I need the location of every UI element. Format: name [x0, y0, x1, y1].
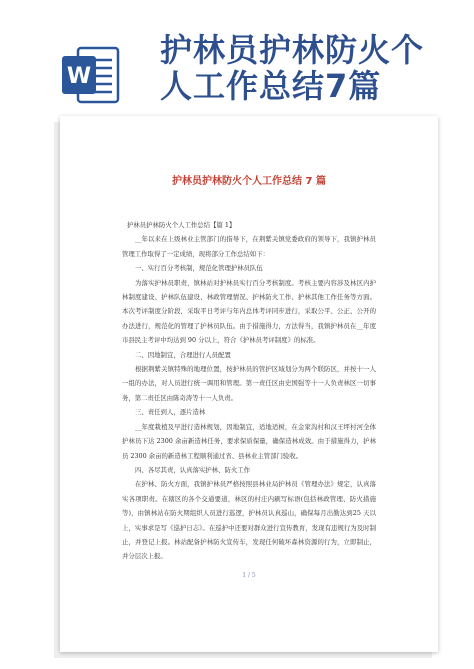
document-body	[122, 218, 376, 564]
word-document-icon	[60, 44, 122, 106]
banner-title-line-1: 护林员护林防火个	[160, 31, 425, 69]
body-paragraph: 一、实行百分考核制，规范化管理护林员队伍	[135, 264, 263, 273]
body-paragraph: __年度栽植及早进行造林规划，因地制宜，适地适树，在金家沟村和汉王坪村河全体护林员下达 2300 余亩新造林任务，要求保质保量，确保造林成效。由于措施得力，护林员 2300 余亩的新造林工程顺利通过省、县林业主管部门验收。	[122, 422, 376, 460]
body-paragraph: __年以来在上级林业主管部门的指导下，在荆紫关镇党委政府的领导下，我镇护林员管理工作取得了一定成绩，现将部分工作总结如下：	[122, 235, 376, 258]
document-page	[60, 116, 438, 652]
body-paragraph: 二、因地制宜，合理进行人员配置	[135, 350, 231, 359]
body-paragraph: 根据荆紫关镇特殊的地理位置，按护林员的管护区域划分为两个联防区，并按十一人一组的办法，对人员进行统一调用和管理。第一责任区由史国强等十一人负责林区一切事务，第二责任区由陈奇涛等十一人负责。	[122, 365, 376, 402]
page-number: 1 / 5	[242, 572, 256, 579]
banner-title	[160, 32, 460, 104]
body-paragraph: 三、责任到人，逐片造林	[135, 408, 206, 417]
banner-title-line-2: 人工作总结7篇	[160, 67, 382, 105]
body-paragraph: 为落实护林员职责，镇林站对护林员实行百分考核制度。考核主要内容涉及林区内护林制度建设、护林队伍建设、林政管理情况、护林防火工作、护林其他工作任务等方面。本次考评制度分阶段，采取平日考评与年内总体考评同步进行，采取公平、公正、公开的办法进行，规范化的管理了护林员队伍。由于措施得力，方法得当，我镇护林员在__年度市县民主考评中均达到 90 分以上，符合《护林员考评制度》的标准。	[122, 278, 376, 345]
body-paragraph: 四、各尽其责，认真落实护林、防火工作	[135, 465, 251, 474]
body-paragraph: 在护林、防火方面，我镇护林员严格按照县林业局护林员《管理办法》规定，认真落实各项职责。在辖区的各个交通要道，林区的村庄内刷写标语(包括林政管理、防火措施等)，由镇林站在防火期组织人员进行巡逻，护林员认真巡山，确保每月出勤达到25 天以上，实事求是写《巡护日志》。在巡护中还要对群众进行宣传教育，发现有违规行为及时制止，并登记上报。林站配备护林防火宣传车，发现任何破坏森林资源的行为，立即制止，并分层次上报。	[122, 480, 376, 561]
document-title: 护林员护林防火个人工作总结 7 篇	[172, 176, 326, 187]
word-icon-letter: W	[66, 64, 92, 89]
section-heading: 护林员护林防火个人工作总结【篇 1】	[127, 221, 236, 229]
